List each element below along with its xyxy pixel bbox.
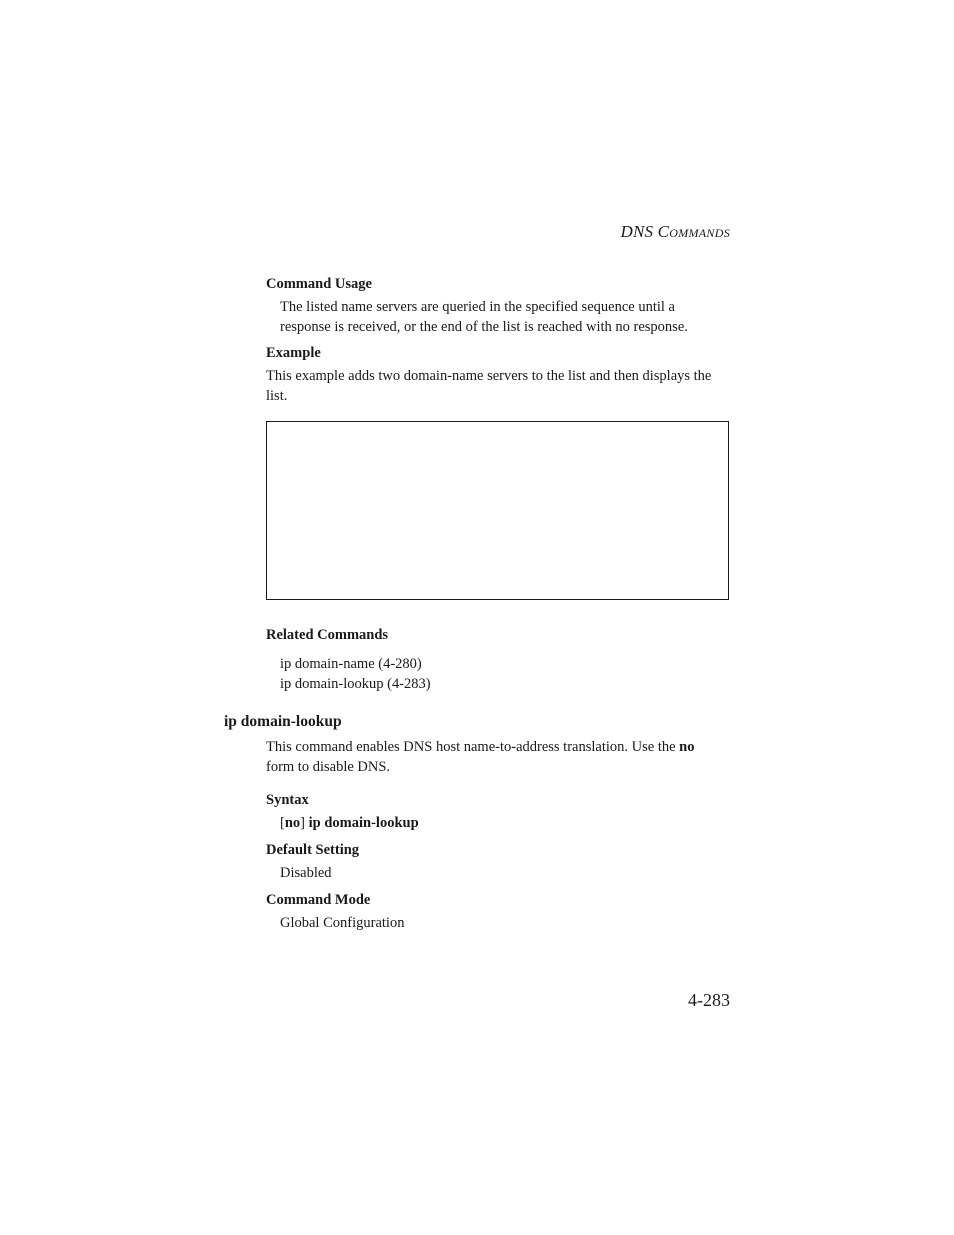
related-command-item: ip domain-lookup (4-283)	[280, 676, 431, 692]
section-title: ip domain-lookup	[224, 713, 342, 730]
command-mode-heading: Command Mode	[266, 892, 371, 908]
command-usage-line-2: response is received, or the end of the list is reached with no response.	[280, 319, 688, 335]
syntax-command: ip domain-lookup	[308, 815, 419, 831]
running-header	[621, 222, 730, 242]
page-number: 4-283	[688, 990, 730, 1010]
description-line-2: form to disable DNS.	[266, 759, 391, 775]
syntax-heading: Syntax	[266, 792, 309, 808]
default-setting-heading: Default Setting	[266, 842, 360, 858]
description-line-1-text: This command enables DNS host name-to-address translation. Use the	[266, 739, 680, 755]
running-header-main: DNS C	[620, 222, 670, 241]
description-no-keyword: no	[679, 739, 695, 755]
example-code-box	[266, 421, 729, 600]
related-commands-list	[280, 654, 431, 694]
example-heading: Example	[266, 345, 321, 361]
command-mode-value: Global Configuration	[280, 915, 405, 931]
related-commands-heading: Related Commands	[266, 627, 389, 643]
example-text	[266, 366, 711, 406]
command-usage-heading: Command Usage	[266, 276, 372, 292]
description-line-1	[266, 737, 695, 757]
section-description	[266, 737, 695, 777]
related-command-item: ip domain-name (4-280)	[280, 656, 422, 672]
running-header-smallcaps: OMMANDS	[669, 226, 730, 240]
default-setting-value: Disabled	[280, 865, 332, 881]
syntax-line	[280, 813, 419, 833]
syntax-bracket-open: [	[280, 815, 285, 831]
syntax-bracket-close: ]	[300, 815, 309, 831]
example-line-1: This example adds two domain-name servers to the list and then displays the	[266, 368, 712, 384]
example-line-2: list.	[266, 388, 288, 404]
command-usage-line-1: The listed name servers are queried in the specified sequence until a	[280, 299, 675, 315]
syntax-no-keyword: no	[284, 815, 301, 831]
command-usage-text	[280, 297, 688, 337]
